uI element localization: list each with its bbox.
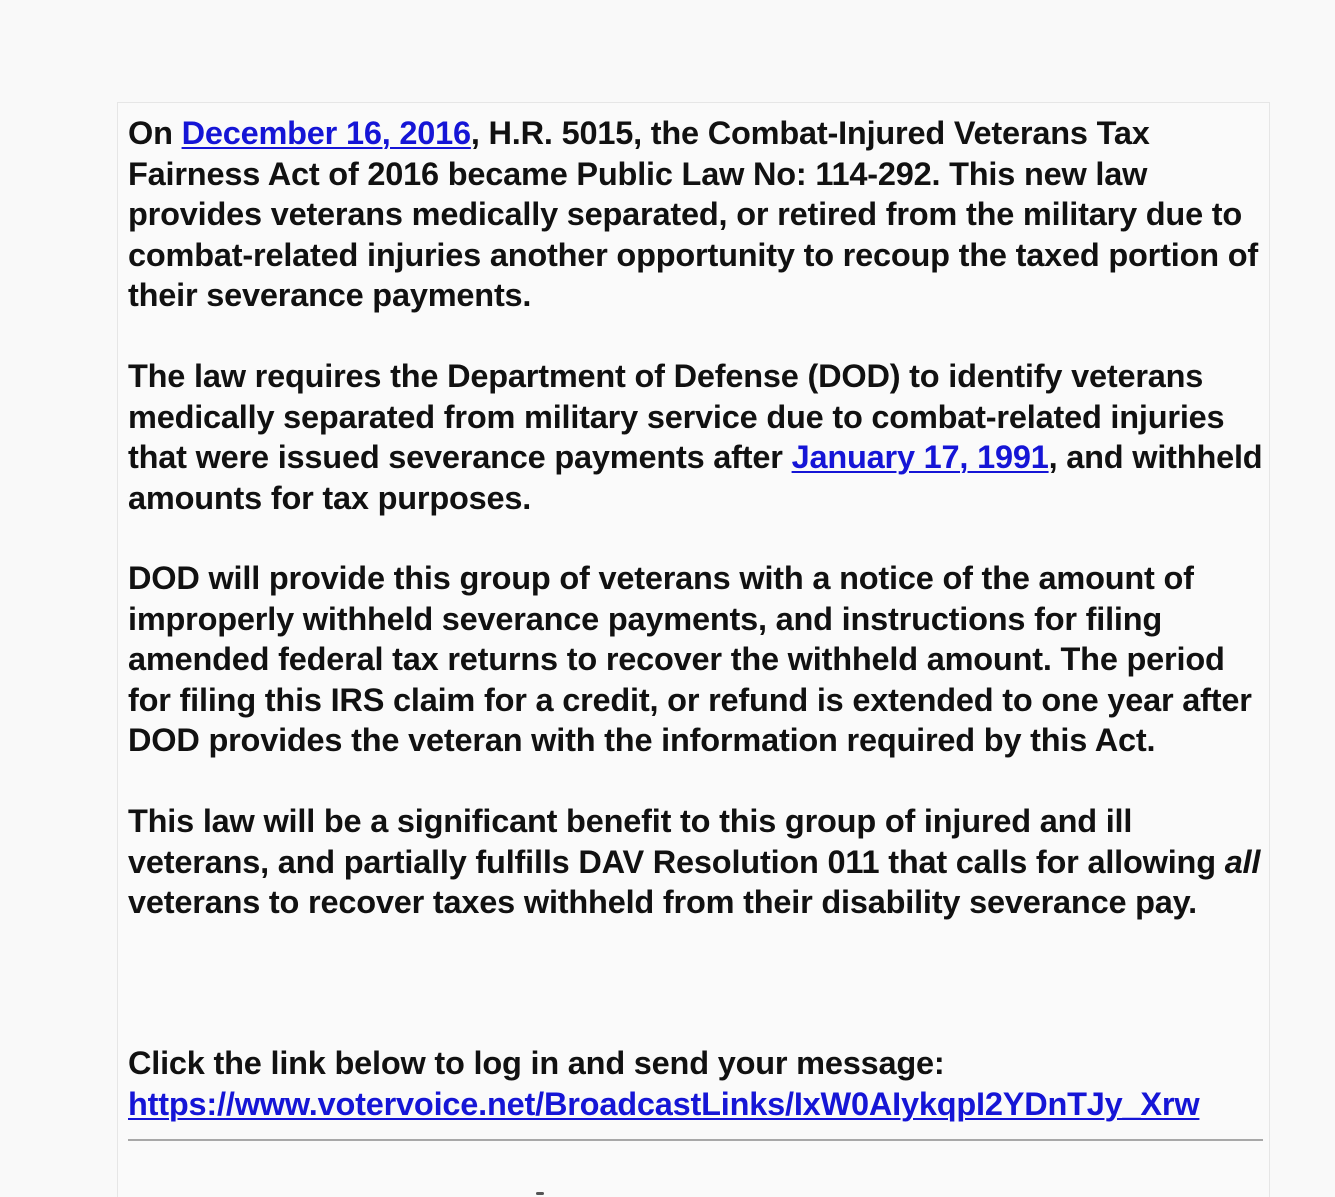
paragraph-text: DOD will provide this group of veterans with a notice of the amount of improperly withheld severance payments, and instructions for filing amended federal tax returns to recover the withheld amount. The period for filing this IRS claim for a credit, or refund is extended to one year after DOD provides the veteran with the information required by this Act.	[128, 560, 1252, 758]
paragraph-text: The law requires the Department of Defense (DOD) to identify veterans medically separated from military service due to combat-related injuries that were issued severance payments after	[128, 358, 1225, 475]
horizontal-divider	[128, 1139, 1263, 1141]
call-to-action-text: Click the link below to log in and send your message:	[128, 1045, 945, 1081]
date-link-january-17-1991[interactable]: January 17, 1991	[791, 439, 1049, 475]
emphasis-all: all	[1224, 843, 1261, 880]
paragraph-text: , and withheld amounts for tax purposes.	[128, 439, 1263, 516]
votervoice-link[interactable]: https://www.votervoice.net/BroadcastLinks/IxW0AIykqpI2YDnTJy_Xrw	[128, 1085, 1200, 1122]
partial-glyph	[536, 1192, 544, 1195]
paragraph-text: veterans to recover taxes withheld from their disability severance pay.	[128, 884, 1197, 920]
paragraph-dod-requirement	[128, 356, 1263, 518]
paragraph-benefit	[128, 801, 1263, 923]
paragraph-text: , H.R. 5015, the Combat-Injured Veterans Tax Fairness Act of 2016 became Public Law No: 114-292. This new law provides veterans medically separated, or retired from the military due to combat-related injuries another opportunity to recoup the taxed portion of their severance payments.	[128, 115, 1258, 313]
paragraph-dod-notice	[128, 558, 1263, 761]
date-link-december-16-2016[interactable]: December 16, 2016	[181, 115, 471, 151]
paragraph-law-enacted	[128, 113, 1263, 316]
paragraph-call-to-action	[128, 1043, 1268, 1124]
paragraph-text: On	[128, 115, 182, 151]
paragraph-text: This law will be a significant benefit to this group of injured and ill veterans, and partially fulfills DAV Resolution 011 that calls for allowing	[128, 803, 1225, 880]
